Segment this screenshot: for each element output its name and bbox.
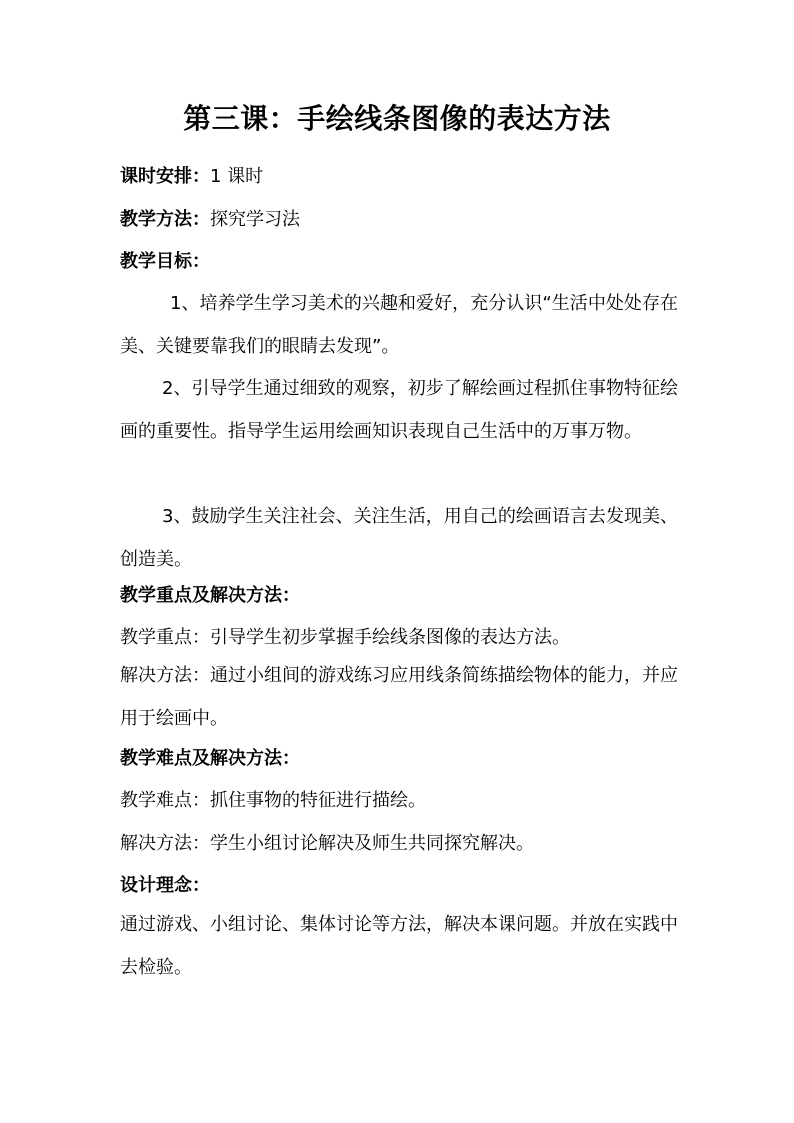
concept-text: 通过游戏、小组讨论、集体讨论等方法，解决本课问题。并放在实践中去检验。 [120, 914, 678, 978]
difficulty-solution-line [120, 830, 680, 858]
key-solution-label: 解决方法： [120, 665, 210, 686]
difficulty-solution-text: 学生小组讨论解决及师生共同探究解决。 [210, 833, 534, 854]
schedule-line [120, 163, 680, 191]
method-line [120, 206, 680, 234]
schedule-label: 课时安排： [120, 166, 210, 187]
method-label: 教学方法： [120, 209, 210, 230]
schedule-value: 1 课时 [210, 166, 264, 187]
concept-heading: 设计理念： [120, 875, 210, 896]
goals-heading: 教学目标： [120, 251, 210, 272]
method-value: 探究学习法 [210, 209, 300, 230]
key-focus-text: 引导学生初步掌握手绘线条图像的表达方法。 [210, 627, 570, 648]
key-focus-line [120, 624, 680, 652]
key-points-heading: 教学重点及解决方法： [120, 585, 300, 606]
difficulties-heading: 教学难点及解决方法： [120, 748, 300, 769]
page-title: 第三课：手绘线条图像的表达方法 [183, 102, 611, 135]
goal-item-2: 2、引导学生通过细致的观察，初步了解绘画过程抓住事物特征绘画的重要性。指导学生运用绘画知识表现自己生活中的万事万物。 [120, 378, 678, 442]
goal-item-3: 3、鼓励学生关注社会、关注生活，用自己的绘画语言去发现美、创造美。 [120, 506, 678, 570]
key-focus-label: 教学重点： [120, 627, 210, 648]
key-solution-para [120, 654, 678, 740]
difficulty-focus-text: 抓住事物的特征进行描绘。 [210, 790, 426, 811]
difficulty-focus-label: 教学难点： [120, 790, 210, 811]
difficulty-solution-label: 解决方法： [120, 833, 210, 854]
difficulty-focus-line [120, 787, 680, 815]
key-solution-text: 通过小组间的游戏练习应用线条简练描绘物体的能力，并应用于绘画中。 [120, 665, 678, 729]
goal-item-1: 1、培养学生学习美术的兴趣和爱好，充分认识“生活中处处存在美、关键要靠我们的眼睛去发现”。 [120, 293, 678, 357]
